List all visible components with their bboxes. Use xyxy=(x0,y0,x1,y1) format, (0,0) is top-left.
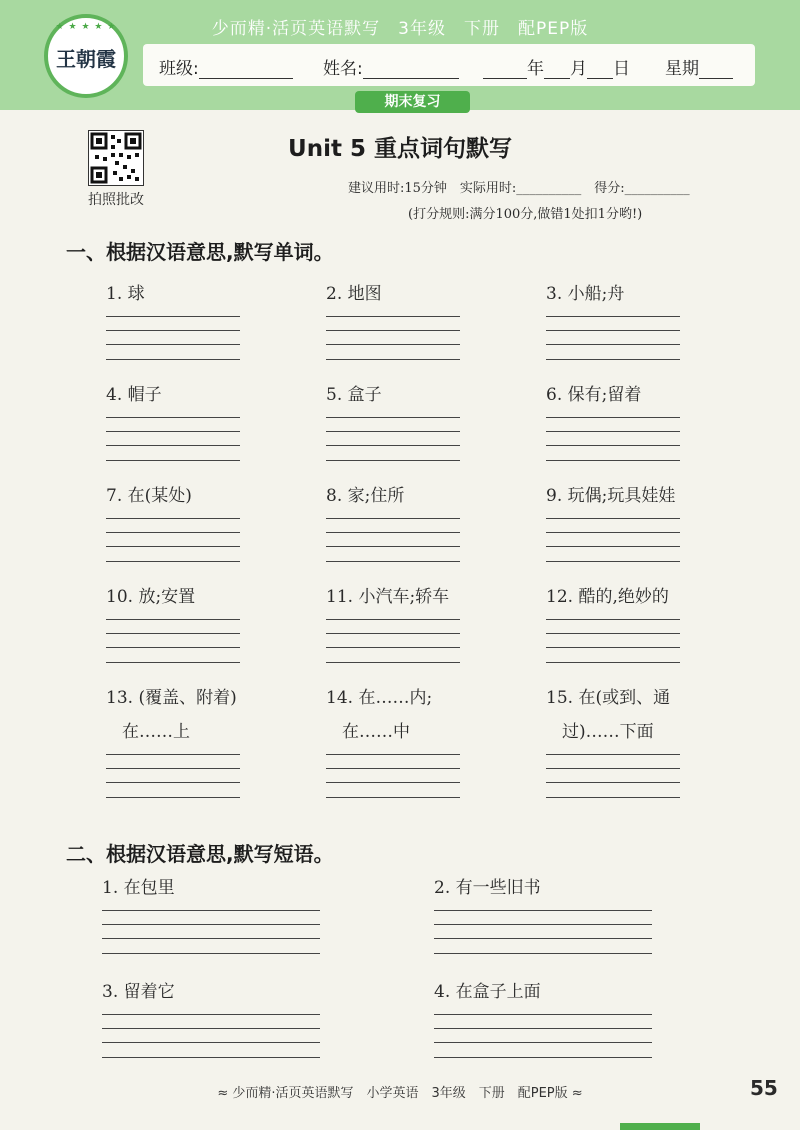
phrase-item xyxy=(102,980,362,1060)
date-field[interactable]: 年 月 日 xyxy=(483,54,630,79)
word-item-label: 6. 保有;留着 xyxy=(546,385,642,405)
word-item-label: 1. 球 xyxy=(106,284,145,304)
scoring-rule: (打分规则:满分100分,做错1处扣1分哟!) xyxy=(408,207,643,222)
writing-lines[interactable] xyxy=(326,619,460,665)
word-item-label: 14. 在……内; xyxy=(326,688,433,708)
review-tag: 期末复习 xyxy=(355,91,470,113)
phrase-item-label: 4. 在盒子上面 xyxy=(434,982,541,1002)
logo-text: 王朝霞 xyxy=(56,47,116,71)
writing-lines[interactable] xyxy=(106,619,240,665)
word-item xyxy=(106,383,306,463)
section2-heading: 二、根据汉语意思,默写短语。 xyxy=(66,842,334,866)
word-item-label: 5. 盒子 xyxy=(326,385,382,405)
word-item-label: 11. 小汽车;轿车 xyxy=(326,587,450,607)
writing-lines[interactable] xyxy=(546,417,680,463)
word-item-label: 7. 在(某处) xyxy=(106,486,192,506)
phrase-item xyxy=(102,876,362,956)
word-item-label: 8. 家;住所 xyxy=(326,486,405,506)
word-item xyxy=(326,383,526,463)
word-item-label-cont: 在……中 xyxy=(342,722,410,742)
word-item-label: 2. 地图 xyxy=(326,284,382,304)
word-item-label: 9. 玩偶;玩具娃娃 xyxy=(546,486,676,506)
section1-heading: 一、根据汉语意思,默写单词。 xyxy=(66,240,334,264)
class-field[interactable]: 班级: xyxy=(159,54,293,79)
word-item-label-cont: 过)……下面 xyxy=(562,722,654,742)
writing-lines[interactable] xyxy=(434,1014,652,1060)
word-item xyxy=(326,484,526,564)
qr-caption: 拍照批改 xyxy=(88,192,144,208)
writing-lines[interactable] xyxy=(434,910,652,956)
word-item-label: 4. 帽子 xyxy=(106,385,162,405)
word-item xyxy=(546,383,746,463)
word-item xyxy=(326,686,526,800)
word-item xyxy=(326,585,526,665)
word-item-label: 10. 放;安置 xyxy=(106,587,196,607)
word-item xyxy=(546,585,746,665)
word-item xyxy=(106,484,306,564)
writing-lines[interactable] xyxy=(326,754,460,800)
word-item xyxy=(546,484,746,564)
phrase-item-label: 2. 有一些旧书 xyxy=(434,878,541,898)
writing-lines[interactable] xyxy=(102,1014,320,1060)
word-item xyxy=(106,585,306,665)
writing-lines[interactable] xyxy=(546,316,680,362)
phrase-item-label: 3. 留着它 xyxy=(102,982,175,1002)
word-item-label: 13. (覆盖、附着) xyxy=(106,688,237,708)
name-field[interactable]: 姓名: xyxy=(323,54,459,79)
writing-lines[interactable] xyxy=(546,754,680,800)
weekday-field[interactable]: 星期 xyxy=(665,54,733,79)
word-item-label: 3. 小船;舟 xyxy=(546,284,625,304)
writing-lines[interactable] xyxy=(106,417,240,463)
student-info-bar xyxy=(143,44,755,86)
writing-lines[interactable] xyxy=(106,316,240,362)
phrase-item-label: 1. 在包里 xyxy=(102,878,175,898)
writing-lines[interactable] xyxy=(326,417,460,463)
word-item xyxy=(546,282,746,362)
writing-lines[interactable] xyxy=(546,619,680,665)
word-item xyxy=(546,686,746,800)
footer-text: ≈ 少而精·活页英语默写 小学英语 3年级 下册 配PEP版 ≈ xyxy=(217,1086,583,1101)
word-item-label: 15. 在(或到、通 xyxy=(546,688,671,708)
logo-stars: ★ ★ ★ ★ ★ xyxy=(55,22,117,32)
series-title: 少而精·活页英语默写 3年级 下册 配PEP版 xyxy=(211,19,589,39)
time-and-score-line: 建议用时:15分钟 实际用时:__________ 得分:__________ xyxy=(348,181,690,196)
word-item xyxy=(106,282,306,362)
word-item xyxy=(106,686,306,800)
word-item xyxy=(326,282,526,362)
page-number: 55 xyxy=(750,1076,778,1100)
word-item-label: 12. 酷的,绝妙的 xyxy=(546,587,669,607)
phrase-item xyxy=(434,980,694,1060)
corner-decoration xyxy=(620,1123,700,1130)
phrase-item xyxy=(434,876,694,956)
worksheet-title: Unit 5 重点词句默写 xyxy=(288,136,512,162)
writing-lines[interactable] xyxy=(326,316,460,362)
writing-lines[interactable] xyxy=(102,910,320,956)
writing-lines[interactable] xyxy=(546,518,680,564)
word-item-label-cont: 在……上 xyxy=(122,722,190,742)
brand-logo xyxy=(44,14,128,98)
writing-lines[interactable] xyxy=(326,518,460,564)
writing-lines[interactable] xyxy=(106,518,240,564)
writing-lines[interactable] xyxy=(106,754,240,800)
